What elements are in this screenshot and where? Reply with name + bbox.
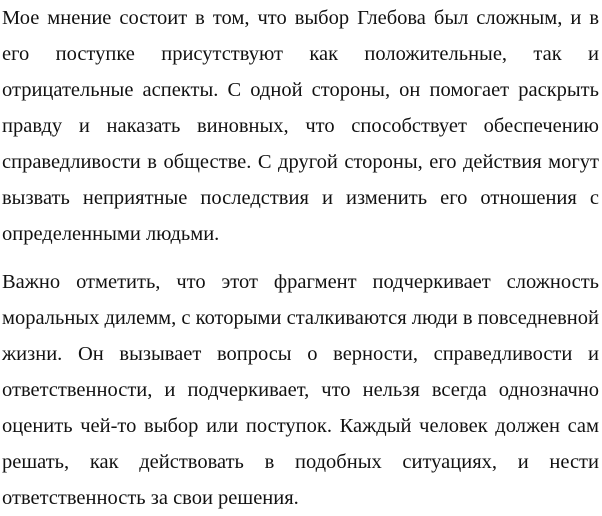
paragraph-opinion: Мое мнение состоит в том, что выбор Глебова был сложным, и в его поступке присутствуют как положительные, так и отрицательные аспекты. С одной стороны, он помогает раскрыть правду и наказать виновных, что способствует обеспечению справедливости в обществе. С другой стороны, его действия могут вызвать неприятные последствия и изменить его отношения с определенными людьми. [2,7,599,245]
paragraph-moral-dilemmas: Важно отметить, что этот фрагмент подчеркивает сложность моральных дилемм, с которыми сталкиваются люди в повседневной жизни. Он вызывает вопросы о верности, справедливости и ответственности, и подчеркивает, что нельзя всегда однозначно оценить чей-то выбор или поступок. Каждый человек должен сам решать, как действовать в подобных ситуациях, и нести ответственность за свои решения. [2,271,599,509]
